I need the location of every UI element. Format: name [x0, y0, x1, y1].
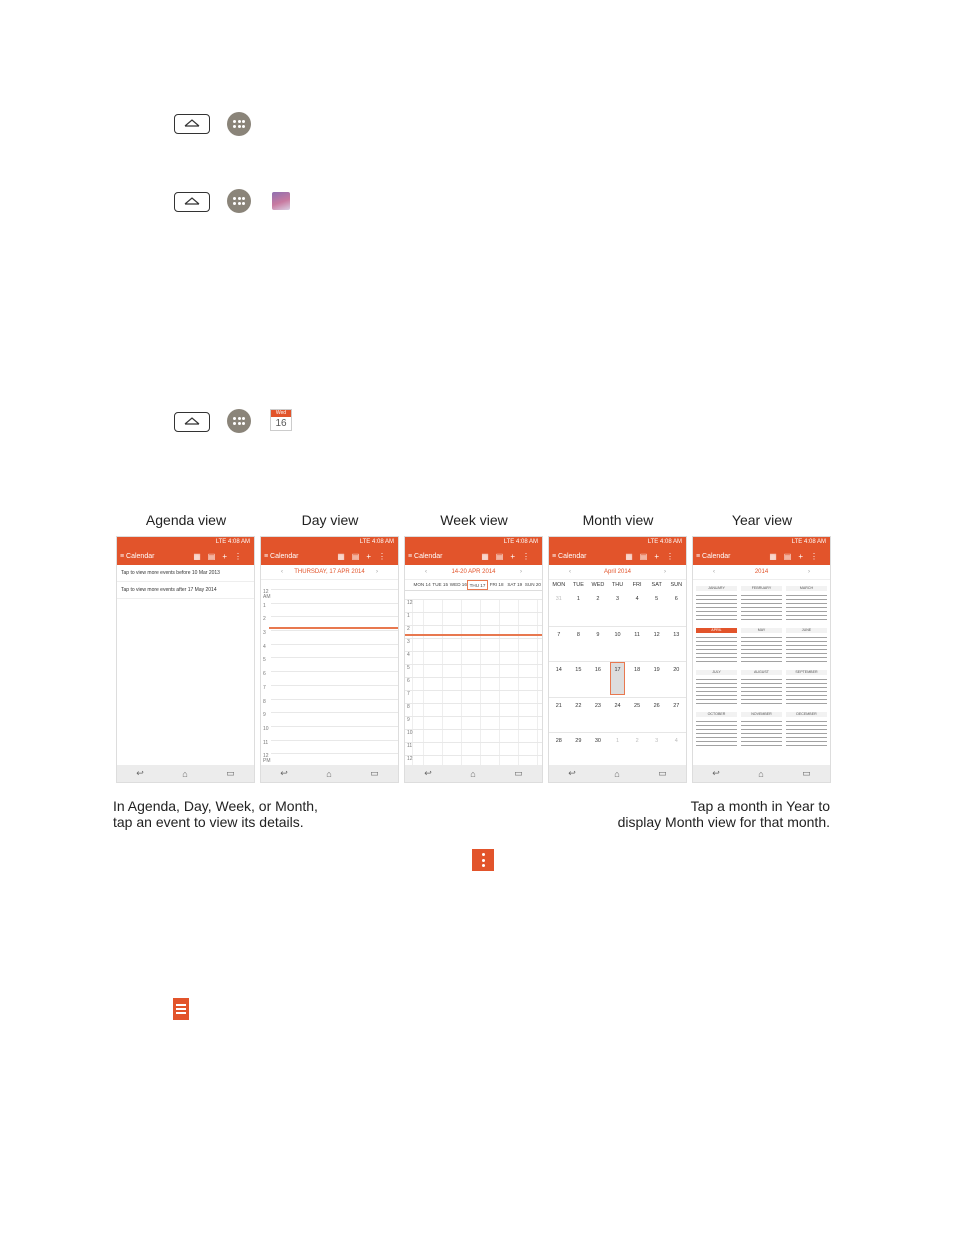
- hour-line: [271, 712, 398, 713]
- hour-line: [271, 657, 398, 658]
- year-month-block[interactable]: [696, 712, 737, 748]
- week-grid[interactable]: [405, 599, 542, 767]
- month-mini-grid: [741, 592, 782, 622]
- month-week-row: [549, 591, 686, 627]
- hour-line: [405, 599, 542, 600]
- network-label: LTE: [503, 539, 515, 545]
- day-number: 21: [555, 702, 562, 709]
- day-number: 26: [653, 702, 660, 709]
- year-month-block[interactable]: [741, 712, 782, 748]
- next-icon[interactable]: ›: [664, 569, 666, 575]
- month-day-cell[interactable]: [608, 733, 628, 768]
- network-label: LTE: [215, 539, 227, 545]
- hour-line: [405, 625, 542, 626]
- day-number: 23: [594, 702, 601, 709]
- weekday-label: MON: [552, 582, 566, 588]
- status-bar: [261, 537, 398, 548]
- year-view-title: Year view: [731, 512, 793, 528]
- week-day-label[interactable]: TUE 15: [432, 582, 448, 587]
- month-name: JULY: [696, 670, 737, 675]
- hour-label: 2: [263, 616, 266, 623]
- home-icon[interactable]: ⌂: [758, 768, 764, 779]
- caption-left-line2: tap an event to view its details.: [113, 814, 304, 830]
- agenda-row[interactable]: Tap to view more events after 17 May 2014: [117, 582, 254, 599]
- month-day-cell[interactable]: [569, 698, 589, 733]
- year-month-block[interactable]: [786, 586, 827, 622]
- week-day-label[interactable]: SAT 19: [507, 582, 523, 587]
- hour-line: [271, 603, 398, 604]
- app-name: Calendar: [126, 553, 155, 560]
- month-day-cell[interactable]: [588, 662, 608, 697]
- day-number: 2: [635, 738, 639, 744]
- month-mini-grid: [696, 634, 737, 664]
- day-number: 25: [634, 702, 641, 709]
- month-name: OCTOBER: [696, 712, 737, 717]
- app-name: Calendar: [558, 553, 587, 560]
- status-time: 4:08 AM: [227, 539, 250, 545]
- month-week-row: [549, 662, 686, 698]
- back-icon[interactable]: ↩: [424, 768, 432, 778]
- agenda-screen: [116, 536, 255, 783]
- status-time: 4:08 AM: [659, 539, 682, 545]
- month-day-cell[interactable]: [588, 627, 608, 662]
- week-day-label[interactable]: WED 16: [449, 582, 467, 587]
- week-screen: [404, 536, 543, 783]
- network-label: LTE: [359, 539, 371, 545]
- day-number: 2: [596, 596, 600, 602]
- month-day-cell[interactable]: [666, 733, 686, 768]
- month-mini-grid: [786, 676, 827, 706]
- hour-line: [271, 644, 398, 645]
- month-week-row: [549, 627, 686, 663]
- hour-line: [405, 664, 542, 665]
- week-day-label[interactable]: THU 17: [467, 580, 487, 590]
- status-time: 4:08 AM: [803, 539, 826, 545]
- month-day-cell[interactable]: [647, 733, 667, 768]
- week-day-label[interactable]: SUN 20: [524, 582, 541, 587]
- year-month-block[interactable]: [741, 628, 782, 664]
- caption-left-line1: In Agenda, Day, Week, or Month,: [113, 798, 318, 814]
- day-number: 28: [555, 738, 562, 744]
- day-number: 30: [594, 738, 601, 744]
- month-day-cell[interactable]: [608, 662, 628, 697]
- month-week-row: [549, 733, 686, 769]
- hour-line: [271, 630, 398, 631]
- hour-line: [405, 755, 542, 756]
- weekday-label: FRI: [632, 582, 642, 588]
- current-time-line: [269, 627, 398, 629]
- app-bar: ≡ Calendar ▦▤+⋮: [261, 548, 398, 565]
- home-icon[interactable]: ⌂: [470, 768, 476, 779]
- week-view-title: Week view: [440, 512, 508, 528]
- hour-label: 3: [263, 630, 266, 637]
- day-number: 18: [634, 667, 641, 673]
- year-month-block[interactable]: [696, 670, 737, 706]
- day-number: 20: [673, 667, 680, 673]
- month-day-cell[interactable]: [647, 662, 667, 697]
- recents-icon[interactable]: ▭: [514, 768, 523, 778]
- month-view-title: Month view: [582, 512, 654, 528]
- hour-label: 4: [407, 652, 410, 658]
- hour-line: [405, 677, 542, 678]
- day-date: THURSDAY, 17 APR 2014: [294, 569, 365, 575]
- hour-label: 7: [263, 684, 266, 691]
- year-month-block[interactable]: [741, 586, 782, 622]
- day-number: 9: [596, 631, 600, 638]
- status-time: 4:08 AM: [515, 539, 538, 545]
- hour-line: [405, 703, 542, 704]
- drawer-menu-icon: [173, 998, 189, 1020]
- status-bar: [549, 537, 686, 548]
- hour-label: 4: [263, 643, 266, 650]
- recents-icon[interactable]: ▭: [226, 768, 235, 778]
- month-mini-grid: [786, 592, 827, 622]
- hour-label: 12 AM: [263, 589, 271, 600]
- app-name: Calendar: [414, 553, 443, 560]
- agenda-row[interactable]: Tap to view more events before 10 Mar 2013: [117, 565, 254, 582]
- next-icon[interactable]: ›: [808, 569, 810, 575]
- hour-label: 10: [263, 725, 269, 732]
- hour-line: [405, 612, 542, 613]
- day-number: 1: [615, 738, 620, 744]
- year-month-block[interactable]: [786, 670, 827, 706]
- month-day-cell[interactable]: [627, 733, 647, 768]
- month-day-cell[interactable]: [627, 627, 647, 662]
- month-day-cell[interactable]: [666, 698, 686, 733]
- hour-label: 8: [263, 698, 266, 705]
- prev-icon[interactable]: ‹: [281, 569, 283, 575]
- nav-bar: [693, 765, 830, 782]
- back-icon[interactable]: ↩: [712, 768, 720, 778]
- action-icons[interactable]: ▦▤+⋮: [481, 552, 537, 561]
- prev-icon[interactable]: ‹: [569, 569, 571, 575]
- home-key-icon: [174, 192, 210, 212]
- hour-label: 3: [407, 639, 410, 645]
- hour-label: 9: [407, 717, 410, 723]
- day-number: 22: [575, 702, 582, 709]
- hour-label: 12 PM: [263, 753, 271, 765]
- month-grid[interactable]: [549, 591, 686, 769]
- month-day-cell[interactable]: [666, 627, 686, 662]
- status-bar: [693, 537, 830, 548]
- next-icon[interactable]: ›: [376, 569, 378, 575]
- month-name: JUNE: [786, 628, 827, 633]
- year-label: 2014: [754, 569, 769, 575]
- week-day-label[interactable]: MON 14: [413, 582, 431, 587]
- caption-right-line1: Tap a month in Year to: [690, 798, 830, 814]
- year-month-block[interactable]: [741, 670, 782, 706]
- month-mini-grid: [696, 592, 737, 622]
- day-number: 27: [673, 702, 680, 709]
- gallery-app-icon: [272, 192, 290, 210]
- day-number: 24: [614, 702, 621, 709]
- day-number: 12: [653, 631, 660, 638]
- month-name: APRIL: [696, 628, 737, 633]
- home-icon[interactable]: ⌂: [326, 768, 332, 779]
- week-day-header: [405, 580, 542, 591]
- month-name: SEPTEMBER: [786, 670, 827, 675]
- recents-icon[interactable]: ▭: [658, 768, 667, 778]
- day-number: 3: [615, 596, 620, 602]
- nav-bar: [261, 765, 398, 782]
- status-bar: [405, 537, 542, 548]
- day-number: 15: [575, 667, 582, 673]
- month-name: MARCH: [786, 586, 827, 591]
- hour-line: [405, 690, 542, 691]
- hour-line: [271, 753, 398, 754]
- month-mini-grid: [741, 718, 782, 748]
- month-day-cell[interactable]: [608, 627, 628, 662]
- date-header: [261, 565, 398, 580]
- date-header: [549, 565, 686, 580]
- status-bar: [117, 537, 254, 548]
- year-grid[interactable]: [696, 586, 827, 748]
- prev-icon[interactable]: ‹: [713, 569, 715, 575]
- caption-right: [618, 798, 830, 830]
- year-month-block[interactable]: [786, 628, 827, 664]
- app-name: Calendar: [270, 553, 299, 560]
- app-bar: ≡ Calendar ▦▤+⋮: [117, 548, 254, 565]
- day-grid[interactable]: [261, 589, 398, 767]
- day-number: 13: [673, 631, 680, 638]
- day-number: 5: [655, 596, 659, 602]
- next-icon[interactable]: ›: [520, 569, 522, 575]
- month-weekday-header: [549, 580, 686, 590]
- caption-right-line2: display Month view for that month.: [617, 814, 830, 830]
- hour-label: 8: [407, 704, 410, 710]
- month-day-cell[interactable]: [647, 698, 667, 733]
- day-number: 3: [655, 738, 659, 744]
- month-label: April 2014: [603, 569, 632, 575]
- day-number: 7: [557, 631, 561, 638]
- action-icons[interactable]: ▦▤+⋮: [769, 552, 825, 561]
- hour-line: [271, 699, 398, 700]
- apps-key-icon: [227, 409, 251, 433]
- action-icons[interactable]: ▦▤+⋮: [193, 552, 249, 561]
- apps-key-icon: [227, 112, 251, 136]
- network-label: LTE: [791, 539, 803, 545]
- month-name: AUGUST: [741, 670, 782, 675]
- day-number: 29: [575, 738, 582, 744]
- month-day-cell[interactable]: [549, 627, 569, 662]
- app-bar: ≡ Calendar ▦▤+⋮: [693, 548, 830, 565]
- app-bar: ≡ Calendar ▦▤+⋮: [405, 548, 542, 565]
- month-week-row: [549, 698, 686, 734]
- home-icon[interactable]: ⌂: [614, 768, 620, 779]
- day-number: 11: [634, 631, 640, 638]
- home-key-icon: [174, 114, 210, 134]
- hour-line: [271, 726, 398, 727]
- month-mini-grid: [741, 676, 782, 706]
- hour-label: 12: [407, 756, 413, 762]
- month-name: NOVEMBER: [741, 712, 782, 717]
- month-day-cell[interactable]: [647, 591, 667, 626]
- month-name: DECEMBER: [786, 712, 827, 717]
- month-day-cell[interactable]: [608, 591, 628, 626]
- hour-label: 2: [407, 626, 410, 632]
- day-number: 14: [555, 667, 562, 673]
- back-icon[interactable]: ↩: [568, 768, 576, 778]
- month-day-cell[interactable]: [569, 662, 589, 697]
- hour-line: [271, 740, 398, 741]
- year-month-block[interactable]: [696, 628, 737, 664]
- nav-bar: [549, 765, 686, 782]
- month-day-cell[interactable]: [588, 733, 608, 768]
- day-screen: [260, 536, 399, 783]
- hour-line: [405, 651, 542, 652]
- year-month-block[interactable]: [696, 586, 737, 622]
- day-number: 4: [635, 596, 639, 602]
- day-number: 4: [674, 738, 678, 744]
- day-number: 8: [576, 631, 580, 638]
- date-header: [693, 565, 830, 580]
- back-icon[interactable]: ↩: [136, 768, 144, 778]
- recents-icon[interactable]: ▭: [370, 768, 379, 778]
- month-day-cell[interactable]: [666, 662, 686, 697]
- hour-label: 10: [407, 730, 413, 736]
- hour-line: [271, 616, 398, 617]
- day-number: 31: [555, 596, 562, 602]
- month-day-cell[interactable]: [569, 591, 589, 626]
- day-number: 1: [576, 596, 580, 602]
- calendar-icon-weekday: Wed: [271, 410, 291, 417]
- nav-bar: [405, 765, 542, 782]
- month-mini-grid: [696, 718, 737, 748]
- calendar-icon-day: 16: [275, 418, 287, 429]
- month-day-cell[interactable]: [569, 627, 589, 662]
- home-icon[interactable]: ⌂: [182, 768, 188, 779]
- hour-label: 7: [407, 691, 410, 697]
- month-mini-grid: [741, 634, 782, 664]
- month-day-cell[interactable]: [569, 733, 589, 768]
- hour-label: 11: [407, 743, 413, 749]
- hour-line: [405, 729, 542, 730]
- hour-label: 12: [407, 600, 413, 606]
- hour-line: [271, 589, 398, 590]
- caption-left: [113, 798, 318, 830]
- month-screen: [548, 536, 687, 783]
- month-name: MAY: [741, 628, 782, 633]
- day-number: 16: [594, 667, 601, 673]
- status-time: 4:08 AM: [371, 539, 394, 545]
- date-header: [405, 565, 542, 580]
- week-range: 14-20 APR 2014: [451, 569, 496, 575]
- weekday-label: SAT: [651, 582, 662, 588]
- more-options-icon: [472, 849, 494, 871]
- action-icons[interactable]: ▦▤+⋮: [337, 552, 393, 561]
- app-name: Calendar: [702, 553, 731, 560]
- back-icon[interactable]: ↩: [280, 768, 288, 778]
- month-day-cell[interactable]: [549, 591, 569, 626]
- day-number: 19: [653, 667, 660, 673]
- month-day-cell[interactable]: [647, 627, 667, 662]
- month-day-cell[interactable]: [666, 591, 686, 626]
- week-day-label[interactable]: FRI 18: [489, 582, 504, 587]
- weekday-label: THU: [611, 582, 624, 588]
- month-mini-grid: [786, 634, 827, 664]
- network-label: LTE: [647, 539, 659, 545]
- hour-line: [271, 685, 398, 686]
- month-mini-grid: [696, 676, 737, 706]
- year-screen: [692, 536, 831, 783]
- current-time-line: [405, 634, 542, 636]
- month-name: FEBRUARY: [741, 586, 782, 591]
- month-day-cell[interactable]: [549, 733, 569, 768]
- nav-bar: [117, 765, 254, 782]
- year-month-block[interactable]: [786, 712, 827, 748]
- day-number: 6: [674, 596, 678, 602]
- month-day-cell[interactable]: [549, 698, 569, 733]
- day-number: 17: [614, 667, 621, 673]
- month-name: JANUARY: [696, 586, 737, 591]
- month-day-cell[interactable]: [627, 591, 647, 626]
- hour-label: 6: [407, 678, 410, 684]
- hour-label: 9: [263, 712, 266, 719]
- hour-label: 5: [263, 657, 266, 664]
- agenda-view-title: Agenda view: [145, 512, 227, 528]
- day-number: 10: [614, 631, 621, 638]
- weekday-label: SUN: [670, 582, 683, 588]
- month-day-cell[interactable]: [588, 698, 608, 733]
- apps-key-icon: [227, 189, 251, 213]
- recents-icon[interactable]: ▭: [802, 768, 811, 778]
- home-key-icon: [174, 412, 210, 432]
- calendar-app-icon: [270, 409, 292, 431]
- month-day-cell[interactable]: [608, 698, 628, 733]
- weekday-label: TUE: [572, 582, 584, 588]
- hour-line: [405, 742, 542, 743]
- hour-line: [405, 638, 542, 639]
- month-day-cell[interactable]: [588, 591, 608, 626]
- action-icons[interactable]: ▦▤+⋮: [625, 552, 681, 561]
- hour-label: 11: [263, 739, 269, 746]
- hour-label: 6: [263, 671, 266, 678]
- prev-icon[interactable]: ‹: [425, 569, 427, 575]
- hour-label: 1: [407, 613, 410, 619]
- hour-line: [405, 716, 542, 717]
- month-day-cell[interactable]: [627, 698, 647, 733]
- month-day-cell[interactable]: [549, 662, 569, 697]
- hour-label: 1: [263, 602, 266, 609]
- weekday-label: WED: [591, 582, 605, 588]
- month-mini-grid: [786, 718, 827, 748]
- month-day-cell[interactable]: [627, 662, 647, 697]
- day-view-title: Day view: [301, 512, 359, 528]
- app-bar: ≡ Calendar ▦▤+⋮: [549, 548, 686, 565]
- hour-label: 5: [407, 665, 410, 671]
- hour-line: [271, 671, 398, 672]
